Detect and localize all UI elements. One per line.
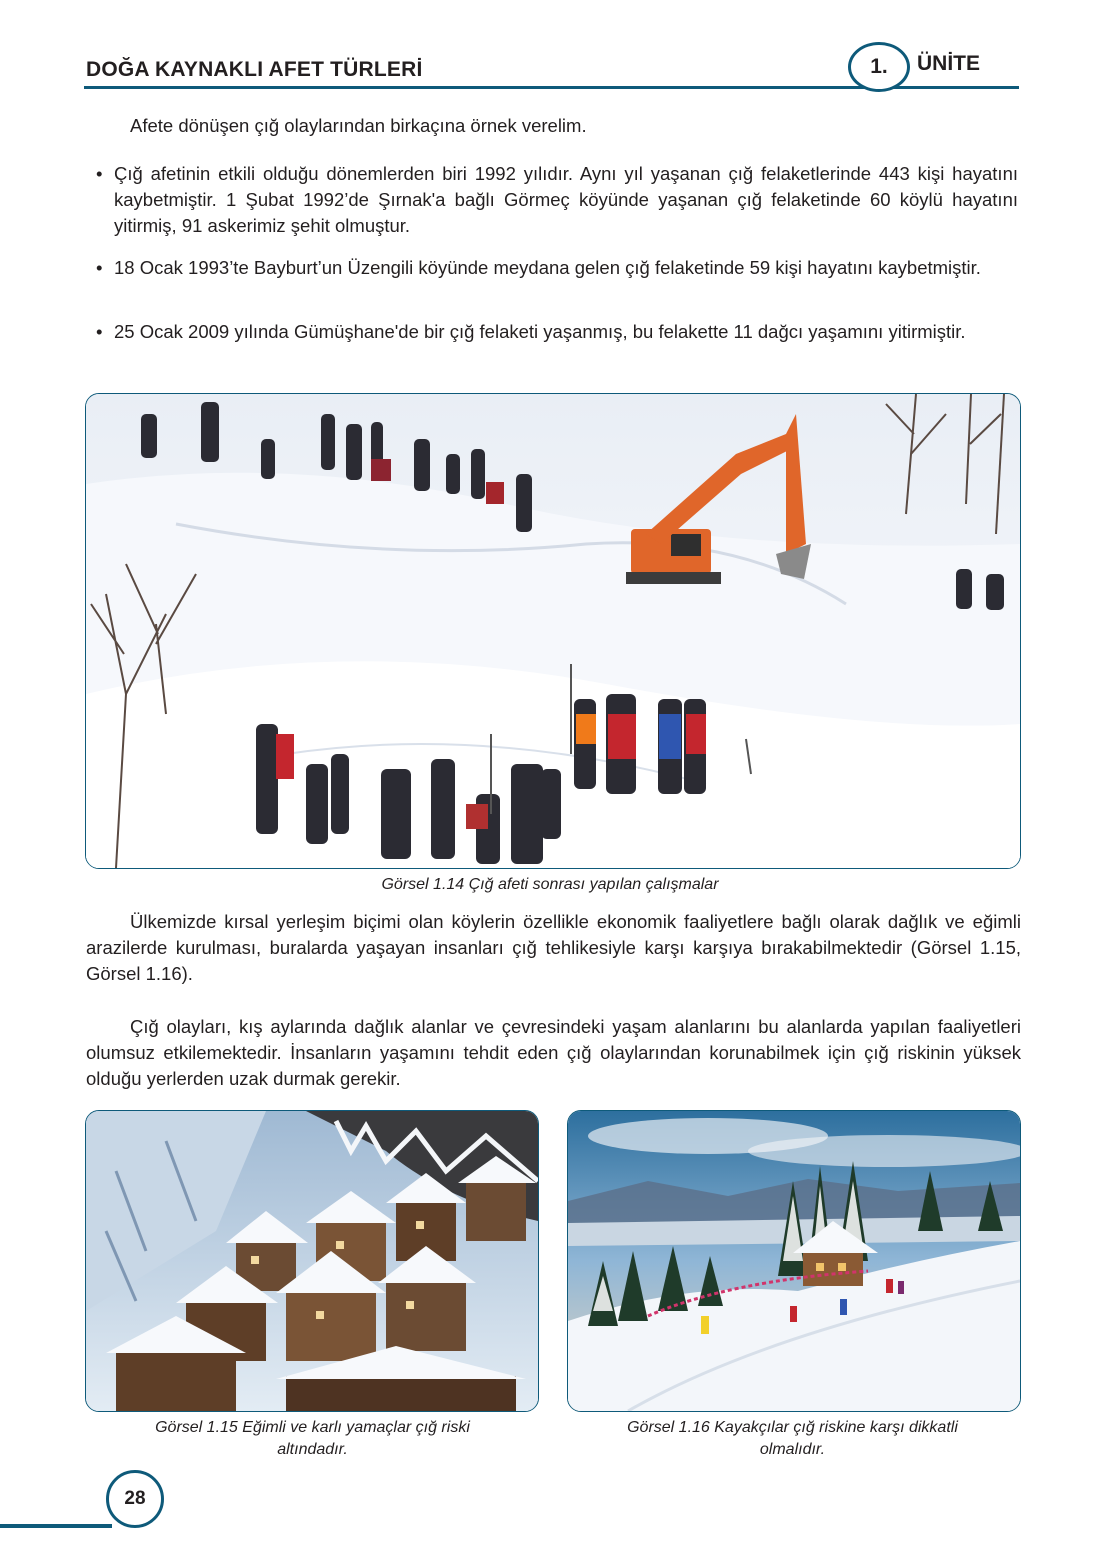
unit-number-badge: 1.	[848, 42, 910, 92]
figure-1-14-caption: Görsel 1.14 Çığ afeti sonrası yapılan çalışmalar	[381, 876, 719, 893]
bullet-icon: •	[96, 257, 103, 278]
unit-label: ÜNİTE	[917, 52, 980, 75]
chapter-title: DOĞA KAYNAKLI AFET TÜRLERİ	[86, 58, 423, 81]
caption-line: Görsel 1.16 Kayakçılar çığ riskine karşı dikkatli	[627, 1419, 958, 1436]
intro-paragraph: Afete dönüşen çığ olaylarından birkaçına örnek verelim.	[130, 115, 587, 136]
list-item-text: Çığ afetinin etkili olduğu dönemlerden biri 1992 yılıdır. Aynı yıl yaşanan çığ felaketlerinde 443 kişi hayatını kaybetmiştir. 1 Şubat 1992’de Şırnak'a bağlı Görmeç köyünde yaşanan çığ felaketinde 60 köylü hayatını yitirmiş, 91 askerimiz şehit olmuştur.	[114, 163, 1018, 236]
avalanche-rescue-photo	[85, 393, 1021, 869]
paragraph-rural-settlements: Ülkemizde kırsal yerleşim biçimi olan köylerin özellikle ekonomik faaliyetlere bağlı olarak dağlık ve eğimli arazilerde kurulması, buralarda yaşayan insanları çığ tehlikesiyle karşı karşıya bırakabilmektedir (Görsel 1.15, Görsel 1.16).	[86, 911, 1021, 984]
list-item	[96, 255, 1021, 307]
caption-line: altındadır.	[277, 1441, 348, 1458]
list-item	[96, 319, 1021, 371]
footer-rule	[0, 1524, 112, 1528]
caption-line: Görsel 1.15 Eğimli ve karlı yamaçlar çığ riski	[155, 1419, 470, 1436]
paragraph-avalanche-effects: Çığ olayları, kış aylarında dağlık alanlar ve çevresindeki yaşam alanlarını bu alanlarda yapılan faaliyetleri olumsuz etkilemektedir. İnsanların yaşamını tehdit eden çığ olaylarından korunabilmek için çığ riskinin yüksek olduğu yerlerden uzak durmak gerekir.	[86, 1016, 1021, 1089]
list-item-text: 18 Ocak 1993’te Bayburt’un Üzengili köyünde meydana gelen çığ felaketinde 59 kişi hayatını kaybetmiştir.	[114, 257, 981, 278]
caption-line: olmalıdır.	[759, 1441, 826, 1458]
figure-1-15-caption	[100, 1417, 525, 1461]
snowy-village-photo	[85, 1110, 539, 1412]
page-number: 28	[106, 1470, 164, 1528]
list-item-text: 25 Ocak 2009 yılında Gümüşhane'de bir çığ felaketi yaşanmış, bu felakette 11 dağcı yaşamını yitirmiştir.	[114, 321, 966, 342]
figure-1-16-caption	[580, 1417, 1005, 1461]
list-item	[96, 161, 1021, 239]
bullet-icon: •	[96, 321, 103, 342]
bullet-icon: •	[96, 163, 103, 184]
ski-slope-photo	[567, 1110, 1021, 1412]
